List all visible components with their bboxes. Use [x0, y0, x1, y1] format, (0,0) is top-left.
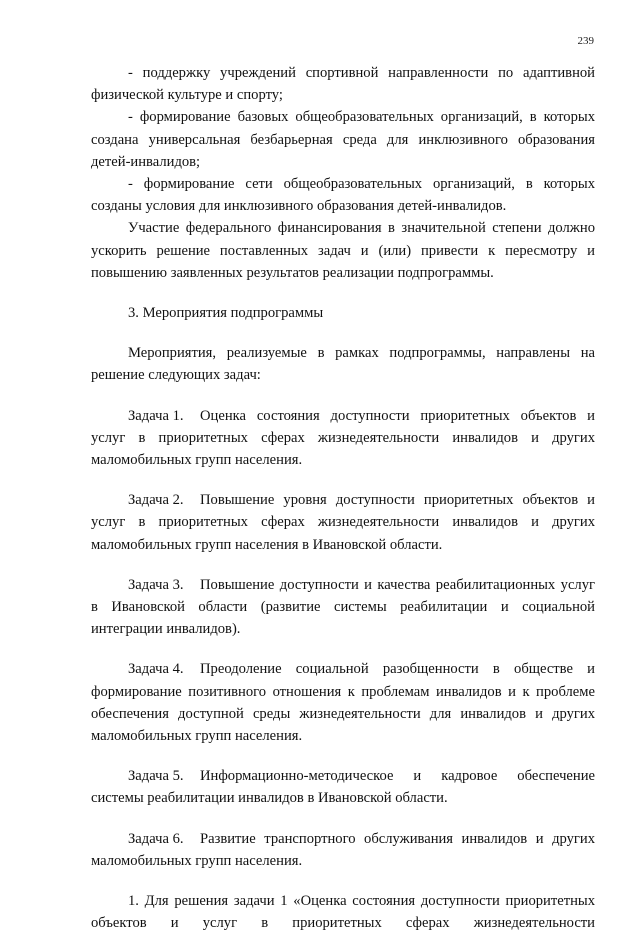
- task-paragraph-6: [91, 828, 595, 872]
- spacer: [91, 471, 595, 489]
- federal-funding-paragraph: Участие федерального финансирования в значительной степени должно ускорить решение поставленных задач и (или) привести к пересмотру и повышению заявленных результатов реализации подпрограммы.: [91, 220, 595, 281]
- spacer: [91, 387, 595, 405]
- task-paragraph-3: [91, 574, 595, 641]
- intro-paragraph: Мероприятия, реализуемые в рамках подпрограммы, направлены на решение следующих задач:: [91, 345, 595, 384]
- task-paragraph-5: [91, 765, 595, 809]
- task-label: Задача 4.: [128, 661, 184, 678]
- task-text: Повышение доступности и качества реабилитационных услуг в Ивановской области (развитие системы реабилитации и социальной интеграции инвалидов).: [91, 576, 595, 638]
- task-text: Преодоление социальной разобщенности в обществе и формирование позитивного отношения к проблемам инвалидов и к проблеме обеспечения доступной среды жизнедеятельности для инвалидов и других маломобильных групп населения.: [91, 661, 595, 745]
- task-label: Задача 6.: [128, 830, 184, 847]
- bullet-item-sports: - поддержку учреждений спортивной направленности по адаптивной физической культуре и спорту;: [91, 65, 595, 104]
- spacer: [91, 324, 595, 342]
- task-text: Повышение уровня доступности приоритетных объектов и услуг в приоритетных сферах жизнедеятельности инвалидов и других маломобильных групп населения в Ивановской области.: [91, 492, 595, 553]
- task-paragraph-4: [91, 658, 595, 747]
- section-heading: 3. Мероприятия подпрограммы: [128, 305, 324, 322]
- task-paragraph-1: [91, 405, 595, 472]
- final-paragraph: 1. Для решения задачи 1 «Оценка состояния доступности приоритетных объектов и услуг в приоритетных сферах жизнедеятельности: [91, 893, 595, 932]
- page-content: [91, 62, 595, 935]
- task-text: Оценка состояния доступности приоритетных объектов и услуг в приоритетных сферах жизнедеятельности инвалидов и других маломобильных групп населения.: [91, 407, 595, 469]
- task-paragraph-2: [91, 489, 595, 556]
- spacer: [91, 810, 595, 828]
- bullet-item-base-organizations: - формирование базовых общеобразовательных организаций, в которых создана универсальная безбарьерная среда для инклюзивного образования детей-инвалидов;: [91, 109, 595, 170]
- task-text: Информационно-методическое и кадровое обеспечение системы реабилитации инвалидов в Ивановской области.: [91, 768, 595, 807]
- task-label: Задача 3.: [128, 576, 184, 593]
- spacer: [91, 640, 595, 658]
- task-label: Задача 5.: [128, 768, 184, 785]
- task-text: Развитие транспортного обслуживания инвалидов и других маломобильных групп населения.: [91, 830, 595, 869]
- spacer: [91, 284, 595, 302]
- bullet-item-network-organizations: - формирование сети общеобразовательных организаций, в которых созданы условия для инклюзивного образования детей-инвалидов.: [91, 176, 595, 215]
- task-label: Задача 2.: [128, 492, 184, 509]
- spacer: [91, 872, 595, 890]
- spacer: [91, 747, 595, 765]
- task-label: Задача 1.: [128, 407, 184, 424]
- page-number: 239: [577, 35, 594, 47]
- spacer: [91, 556, 595, 574]
